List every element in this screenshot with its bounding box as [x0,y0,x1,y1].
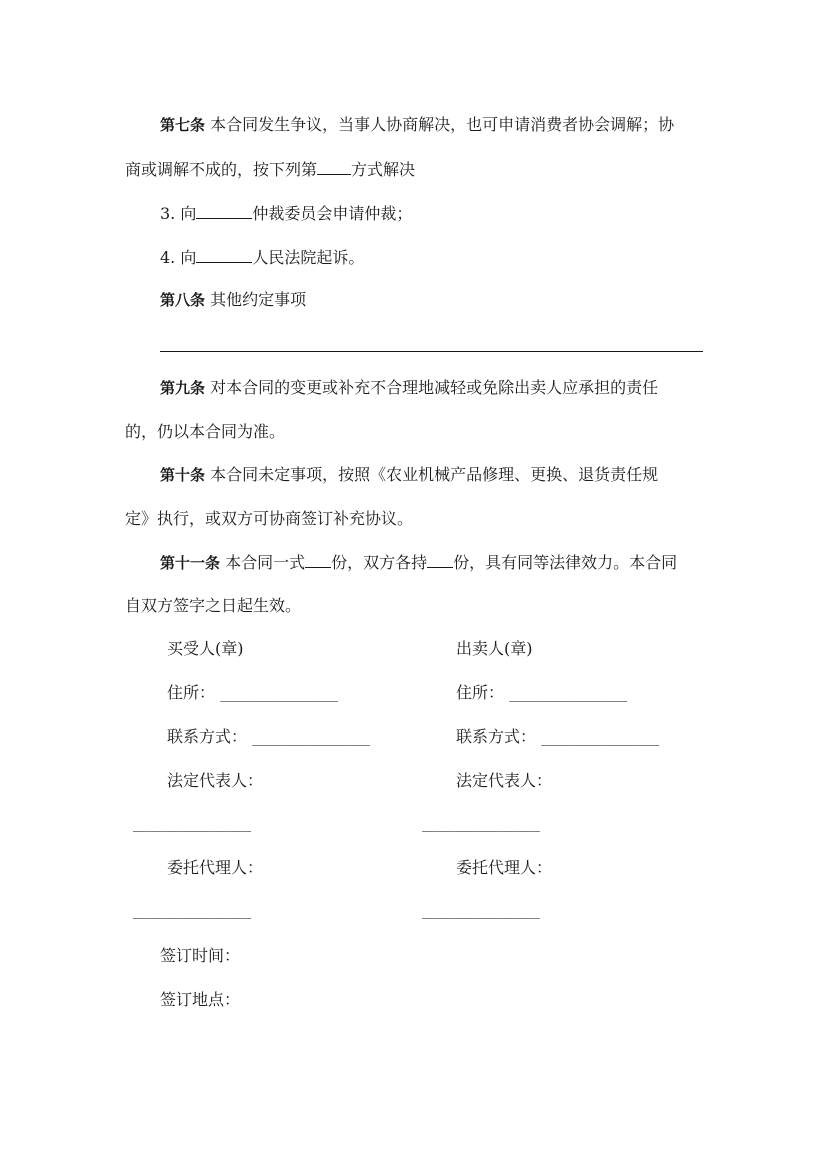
seller-address-field[interactable]: ______________ [509,686,628,702]
article-8-heading: 第八条 [160,291,206,309]
article-11-text-1c: 份，具有同等法律效力。本合同 [453,553,678,572]
each-holds-blank[interactable] [427,551,453,568]
item-4-post: 人民法院起诉。 [252,248,365,267]
buyer-agent-field[interactable]: ______________ [133,903,252,919]
buyer-title: 买受人(章) [167,639,244,658]
item-3-post: 仲裁委员会申请仲裁； [252,204,413,223]
seller-agent-label: 委托代理人： [456,858,553,877]
buyer-contact-row [167,726,370,749]
other-terms-line[interactable] [160,351,703,352]
buyer-contact-field[interactable]: ______________ [252,730,371,746]
article-11-text-1a: 本合同一式 [225,553,306,572]
article-9-line-2: 的，仍以本合同为准。 [125,422,286,441]
arbitration-blank[interactable] [196,202,252,219]
item-3-pre: 向 [180,204,197,223]
buyer-contact-label: 联系方式： [167,727,248,746]
article-10-line-2: 定》执行，或双方可协商签订补充协议。 [125,509,414,528]
article-10-heading: 第十条 [160,466,206,484]
item-3 [160,202,412,225]
buyer-address-field[interactable]: ______________ [220,686,339,702]
seller-legal-rep-field[interactable]: ______________ [422,816,541,832]
item-3-number: 3. [160,204,176,223]
seller-address-label: 住所： [456,683,505,702]
item-4-pre: 向 [180,248,197,267]
article-10-text-1: 本合同未定事项，按照《农业机械产品修理、更换、退货责任规 [210,465,659,484]
item-4-number: 4. [160,248,176,267]
article-10-line-1 [160,464,658,486]
article-8-text: 其他约定事项 [210,290,307,309]
article-11-line-2: 自双方签字之日起生效。 [125,596,302,615]
article-9-text-1: 对本合同的变更或补充不合理地减轻或免除出卖人应承担的责任 [210,378,659,397]
article-9-heading: 第九条 [160,379,206,397]
article-11-line-1 [160,551,677,574]
article-8 [160,289,306,311]
seller-address-row [456,682,627,705]
signing-time-label: 签订时间： [160,946,241,965]
signing-place-label: 签订地点： [160,990,241,1009]
method-blank[interactable] [317,158,351,175]
buyer-agent-label: 委托代理人： [167,858,264,877]
article-11-heading: 第十一条 [160,554,221,572]
article-7-line-2 [125,158,415,181]
article-7-text-2a: 商或调解不成的，按下列第 [125,160,318,179]
seller-contact-label: 联系方式： [456,727,537,746]
article-7-line-1 [160,114,674,136]
seller-title: 出卖人(章) [456,639,533,658]
article-7-text-1: 本合同发生争议，当事人协商解决，也可申请消费者协会调解；协 [210,115,675,134]
seller-legal-rep-label: 法定代表人： [456,771,553,790]
buyer-legal-rep-label: 法定代表人： [167,771,264,790]
buyer-legal-rep-field[interactable]: ______________ [133,816,252,832]
article-11-text-1b: 份，双方各持 [331,553,428,572]
buyer-address-row [167,682,338,705]
court-blank[interactable] [196,246,252,263]
seller-contact-row [456,726,659,749]
seller-agent-field[interactable]: ______________ [422,903,541,919]
buyer-address-label: 住所： [167,683,216,702]
article-7-heading: 第七条 [160,116,206,134]
item-4 [160,246,364,269]
seller-contact-field[interactable]: ______________ [541,730,660,746]
article-7-text-2b: 方式解决 [351,160,416,179]
article-9-line-1 [160,377,658,399]
copies-blank[interactable] [305,551,331,568]
